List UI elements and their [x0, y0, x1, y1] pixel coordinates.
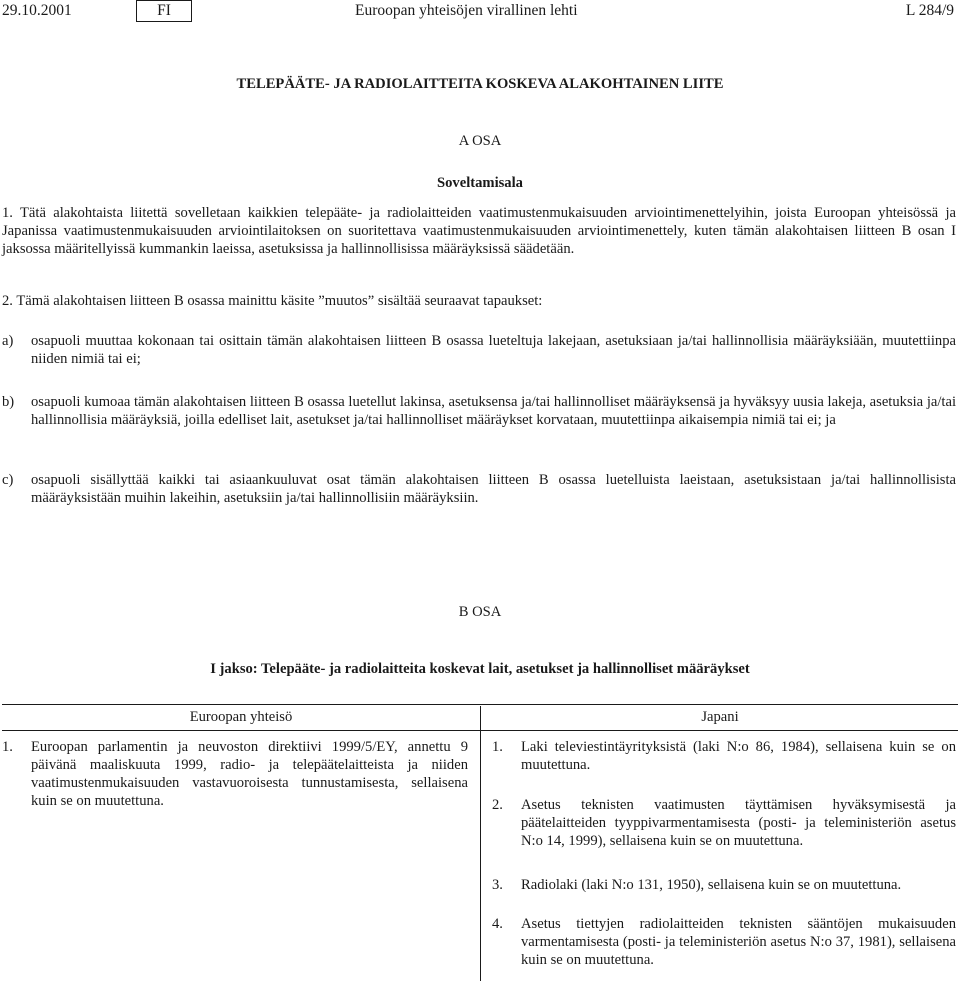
list-item-label: b)	[2, 394, 15, 410]
table-item-text: Radiolaki (laki N:o 131, 1950), sellaisena kuin se on muutettuna.	[521, 877, 902, 893]
table-item-label: 4.	[492, 916, 503, 932]
table-column-divider	[480, 706, 481, 981]
paragraph-1: 1. Tätä alakohtaista liitettä sovelletaan kaikkien telepääte- ja radiolaitteiden vaatimustenmukaisuuden arviointimenettelyihin, joista Euroopan yhteisössä ja Japanissa vaatimustenmukaisuuden arviointilaitoksen on suoritettava vaatimustenmukaisuuden arviointimenettely, kuten tämän alakohtaisen liitteen B osan I jaksossa määritellyissä kummankin laeissa, asetuksissa ja hallinnollisissa määräyksissä säädetään.	[2, 205, 956, 257]
table-item-text: Asetus tiettyjen radiolaitteiden teknisten sääntöjen mukaisuuden varmentamisesta (posti- ja teleministeriön asetus N:o 37, 1981), sellaisena kuin se on muutettuna.	[521, 916, 956, 968]
table-item-label: 2.	[492, 797, 503, 813]
table-item-text: Euroopan parlamentin ja neuvoston direktiivi 1999/5/EY, annettu 9 päivänä maaliskuuta 1999, radio- ja telepäätelaitteista ja niiden vaatimustenmukaisuuden vastavuoroisesta tunnustamisesta, sellaisena kuin se on muutettuna.	[31, 739, 468, 809]
table-item-text: Laki televiestintäyrityksistä (laki N:o 86, 1984), sellaisena kuin se on muutettuna.	[521, 739, 956, 773]
list-item-text: osapuoli muuttaa kokonaan tai osittain tämän alakohtaisen liitteen B osassa lueteltuja lakejaan, asetuksiaan ja/tai hallinnollisia määräyksiään, muutettiinpa niiden nimiä tai ei;	[31, 333, 956, 367]
running-header	[0, 2, 960, 24]
table-item-label: 1.	[492, 739, 503, 755]
part-a-subtitle: Soveltamisala	[437, 175, 523, 191]
list-item-text: osapuoli kumoaa tämän alakohtaisen liitteen B osassa luetellut lakinsa, asetuksensa ja/tai hallinnolliset määräyksensä ja hyväksyy uusia lakeja, asetuksia ja/tai hallinnollisia määräyksiä, joilla edelliset lait, asetukset ja/tai hallinnolliset määräykset korvataan, muutettiinpa aikaisempia nimiä tai ei; ja	[31, 394, 956, 428]
table-top-rule	[2, 704, 958, 705]
annex-title: TELEPÄÄTE- JA RADIOLAITTEITA KOSKEVA ALAKOHTAINEN LIITE	[236, 76, 724, 92]
column-header-eu: Euroopan yhteisö	[189, 709, 293, 725]
part-a-title: A OSA	[458, 133, 502, 149]
section-title: I jakso: Telepääte- ja radiolaitteita koskevat lait, asetukset ja hallinnolliset määräykset	[210, 661, 750, 677]
paragraph-2: 2. Tämä alakohtaisen liitteen B osassa mainittu käsite ”muutos” sisältää seuraavat tapaukset:	[2, 293, 543, 309]
column-header-japan: Japani	[701, 709, 739, 725]
language-box: FI	[136, 0, 192, 22]
list-item-label: a)	[2, 333, 14, 349]
part-b-title: B OSA	[458, 604, 502, 620]
page-number: L 284/9	[905, 2, 954, 19]
table-item-label: 3.	[492, 877, 503, 893]
list-item-label: c)	[2, 472, 14, 488]
journal-title: Euroopan yhteisöjen virallinen lehti	[355, 2, 578, 19]
publication-date: 29.10.2001	[2, 2, 72, 19]
table-item-text: Asetus teknisten vaatimusten täyttämisen hyväksymisestä ja päätelaitteiden tyyppivarmentamisesta (posti- ja teleministeriön asetus N:o 14, 1999), sellaisena kuin se on muutettuna.	[521, 797, 956, 849]
list-item-text: osapuoli sisällyttää kaikki tai asiaankuuluvat osat tämän alakohtaisen liitteen B osassa luetelluista laeistaan, asetuksistaan ja/tai hallinnollisista määräyksistään muihin lakeihin, asetuksiin ja/tai hallinnollisiin määräyksiin.	[31, 472, 956, 506]
table-item-label: 1.	[2, 739, 13, 755]
